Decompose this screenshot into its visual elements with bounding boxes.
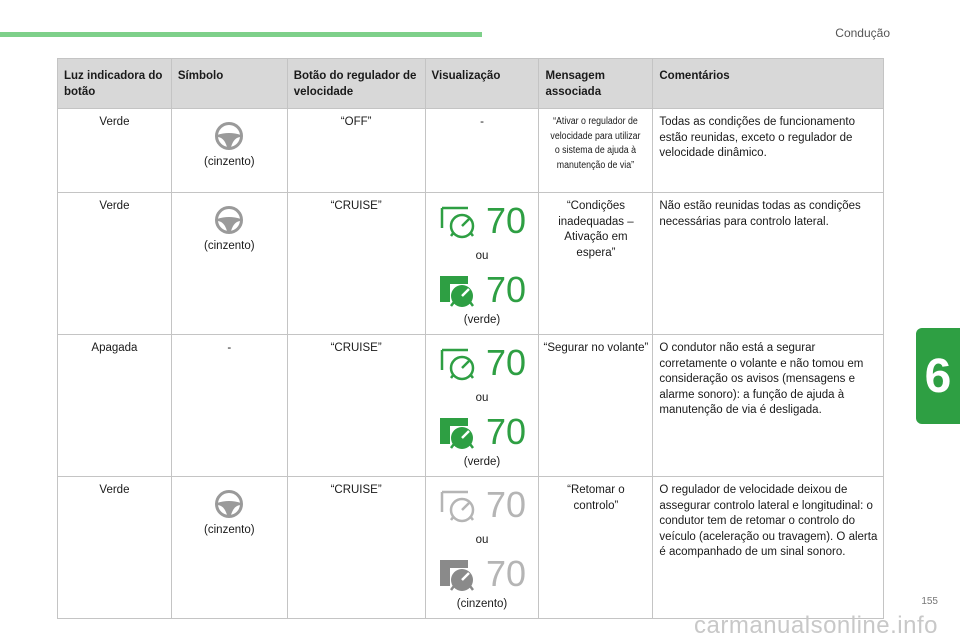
cell-button: “CRUISE”	[287, 335, 425, 477]
speed-value: 70	[485, 483, 527, 525]
or-label: ou	[475, 392, 489, 405]
or-label: ou	[475, 250, 489, 262]
cell-comment: Não estão reunidas todas as condições necessárias para controlo lateral.	[653, 193, 884, 335]
display-outline	[430, 341, 535, 385]
cell-display	[425, 335, 539, 477]
display-filled	[430, 553, 535, 597]
speed-value: 70	[485, 199, 527, 241]
table-row	[58, 477, 884, 619]
cell-button: “CRUISE”	[287, 477, 425, 619]
cell-symbol	[171, 477, 287, 619]
lane-speedometer-filled-icon	[438, 272, 480, 310]
cell-light: Verde	[58, 477, 172, 619]
cell-display	[425, 193, 539, 335]
symbol-color-label: (cinzento)	[204, 156, 255, 168]
cell-symbol	[171, 193, 287, 335]
col-header-display: Visualização	[425, 59, 539, 109]
display-filled	[430, 269, 535, 313]
cell-symbol	[171, 109, 287, 193]
speed-value: 70	[485, 411, 527, 453]
symbol-color-label: (cinzento)	[204, 524, 255, 537]
section-title: Condução	[835, 26, 890, 40]
display-outline	[430, 483, 535, 527]
cell-button: “CRUISE”	[287, 193, 425, 335]
lane-speedometer-outline-icon	[438, 344, 480, 382]
cell-light: Verde	[58, 109, 172, 193]
cell-message: “Segurar no volante”	[539, 335, 653, 477]
col-header-comments: Comentários	[653, 59, 884, 109]
table-row	[58, 335, 884, 477]
cell-comment: O condutor não está a segurar corretamente o volante e não tomou em consideração os avisos (mensagens e alarme sonoro): a função de ajuda à manutenção de via é desligada.	[653, 335, 884, 477]
cell-light: Verde	[58, 193, 172, 335]
steering-wheel-icon	[214, 489, 244, 519]
cell-light: Apagada	[58, 335, 172, 477]
cell-symbol: -	[171, 335, 287, 477]
display-color-label: (verde)	[463, 455, 501, 468]
lane-speedometer-outline-icon	[438, 202, 480, 240]
message-text: “Ativar o regulador de velocidade para utilizar o sistema de ajuda à manutenção de via”	[550, 116, 641, 171]
header-accent-bar	[0, 32, 482, 37]
cell-message	[539, 109, 653, 193]
table-row	[58, 109, 884, 193]
page-number: 155	[921, 596, 938, 607]
cell-display	[425, 477, 539, 619]
steering-wheel-icon	[214, 205, 244, 235]
cell-comment: Todas as condições de funcionamento estão reunidas, exceto o regulador de velocidade dinâmico.	[653, 109, 884, 193]
or-label: ou	[475, 534, 489, 547]
col-header-button: Botão do regulador de velocidade	[287, 59, 425, 109]
col-header-message: Mensagem associada	[539, 59, 653, 109]
col-header-symbol: Símbolo	[171, 59, 287, 109]
speed-value: 70	[485, 553, 527, 595]
steering-wheel-icon	[214, 121, 244, 151]
table-header-row	[58, 59, 884, 109]
cell-message: “Condições inadequadas – Ativação em espera”	[539, 193, 653, 335]
table-row	[58, 193, 884, 335]
display-filled	[430, 411, 535, 455]
cell-button: “OFF”	[287, 109, 425, 193]
display-color-label: (verde)	[463, 313, 501, 326]
lane-speedometer-filled-icon	[438, 414, 480, 452]
cell-comment: O regulador de velocidade deixou de assegurar controlo lateral e longitudinal: o condutor tem de retomar o controlo do veículo (aceleração ou travagem). O alerta é acompanhado de um sinal sonoro.	[653, 477, 884, 619]
display-outline	[430, 199, 535, 243]
watermark: carmanualsonline.info	[694, 612, 938, 639]
speed-value: 70	[485, 269, 527, 311]
cell-message: “Retomar o controlo”	[539, 477, 653, 619]
lane-assist-status-table	[57, 58, 884, 619]
lane-speedometer-outline-icon	[438, 486, 480, 524]
lane-speedometer-filled-icon	[438, 556, 480, 594]
symbol-color-label: (cinzento)	[204, 240, 255, 252]
cell-display: -	[425, 109, 539, 193]
col-header-light: Luz indicadora do botão	[58, 59, 172, 109]
speed-value: 70	[485, 341, 527, 383]
chapter-tab: 6	[916, 328, 960, 424]
display-color-label: (cinzento)	[456, 597, 508, 610]
